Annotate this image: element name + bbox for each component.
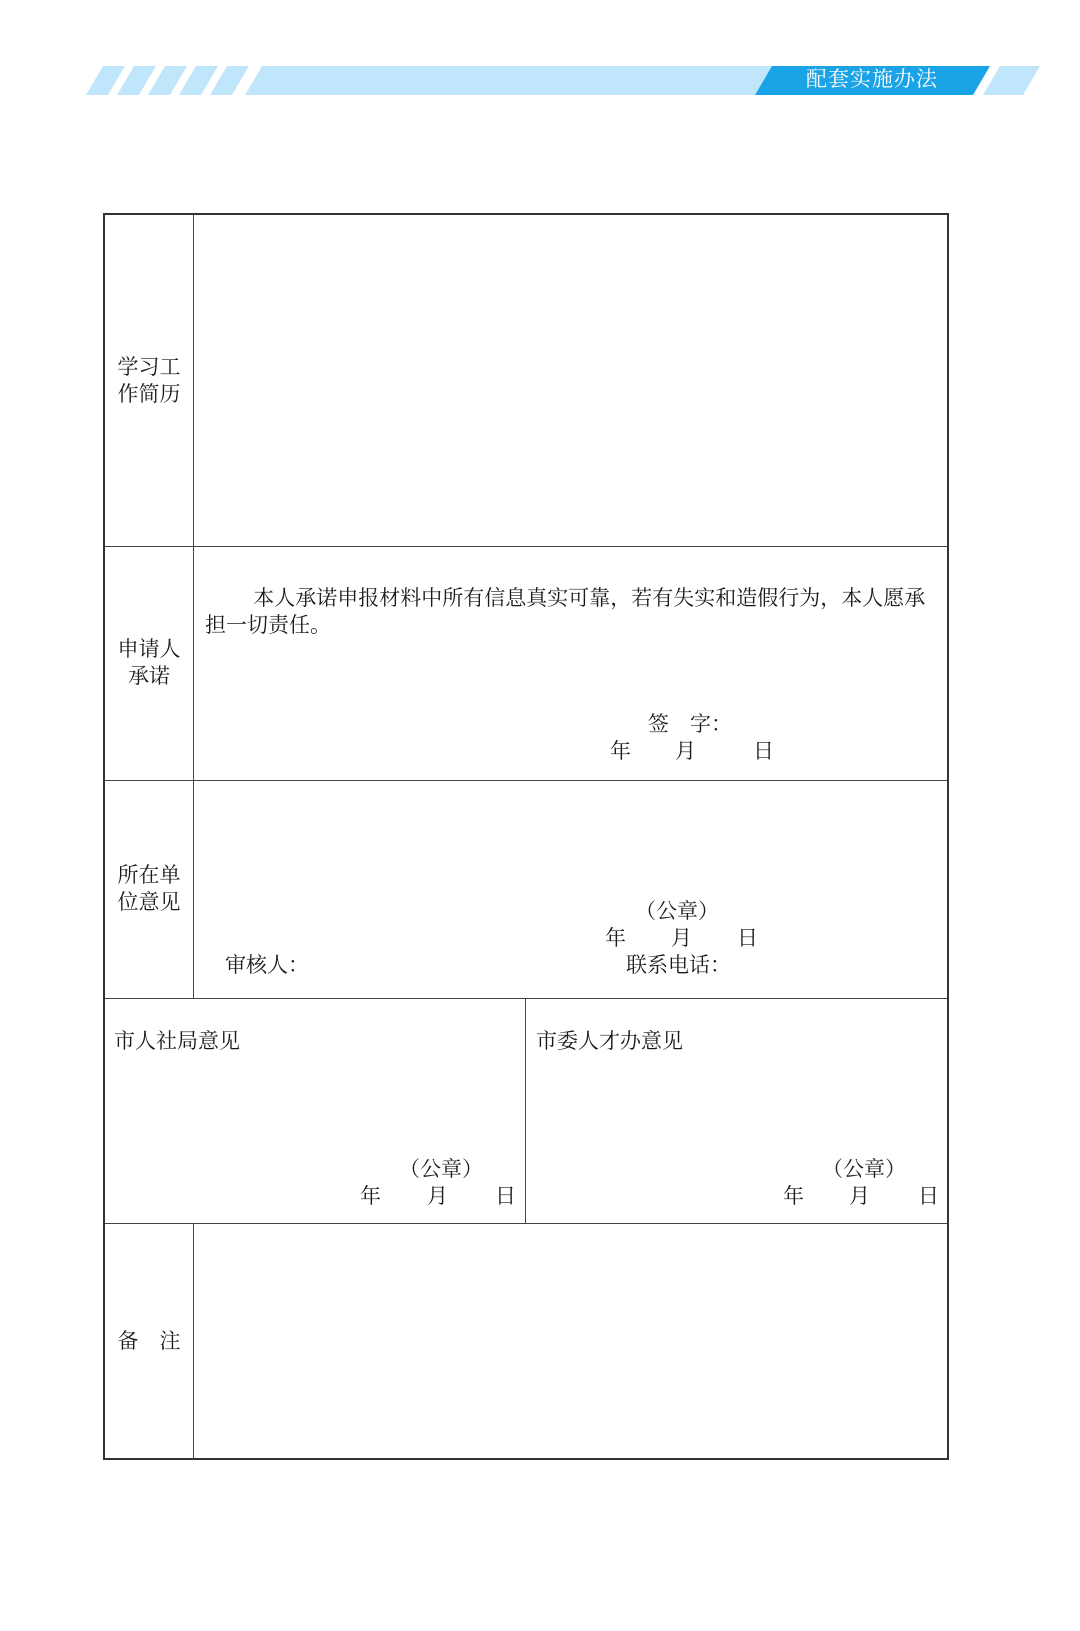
stripe-5 (210, 66, 249, 95)
hrss-date-month: 月 (427, 1184, 448, 1208)
unit-label-line1: 所在单 (117, 863, 181, 887)
promise-date-month: 月 (675, 739, 696, 763)
stripe-1 (86, 66, 125, 95)
stripe-3 (148, 66, 187, 95)
stripe-2 (117, 66, 156, 95)
header-banner (0, 0, 1080, 110)
label-column-divider-top (193, 215, 194, 998)
resume-label-line1: 学习工 (117, 354, 181, 379)
promise-statement: 本人承诺申报材料中所有信息真实可靠，若有失实和造假行为，本人愿承担一切责任。 (205, 586, 926, 637)
hrss-seal: （公章） (399, 1157, 483, 1181)
hrss-opinion-title: 市人社局意见 (114, 1029, 240, 1053)
remarks-input-area[interactable] (195, 1225, 948, 1460)
talent-office-date-year: 年 (783, 1184, 804, 1208)
promise-signature-label: 签 字： (648, 712, 732, 736)
unit-seal: （公章） (635, 899, 719, 923)
divider-unit-opinions (105, 998, 947, 999)
talent-office-date-day: 日 (918, 1184, 939, 1208)
unit-date-day: 日 (737, 926, 758, 950)
hrss-date-year: 年 (360, 1184, 381, 1208)
stripe-end (983, 66, 1040, 95)
talent-office-date-month: 月 (849, 1184, 870, 1208)
application-form-table (103, 213, 949, 1460)
resume-input-area[interactable] (195, 215, 948, 546)
remarks-label-text: 备 注 (117, 1329, 181, 1353)
talent-office-opinion-title: 市委人才办意见 (536, 1029, 683, 1053)
remarks-label (105, 1223, 193, 1460)
promise-label-line1: 申请人 (117, 637, 181, 661)
label-column-divider-bottom (193, 1223, 194, 1460)
unit-opinion-label (105, 780, 193, 998)
unit-date-year: 年 (605, 926, 626, 950)
unit-reviewer-label: 审核人： (225, 953, 309, 977)
opinions-column-divider (525, 998, 526, 1223)
unit-date-month: 月 (671, 926, 692, 950)
section-title: 配套实施办法 (806, 67, 938, 91)
divider-opinions-remarks (105, 1223, 947, 1224)
unit-label-line2: 位意见 (117, 890, 181, 914)
promise-label-line2: 承诺 (128, 664, 170, 688)
divider-promise-unit (105, 780, 947, 781)
talent-office-seal: （公章） (822, 1157, 906, 1181)
resume-label-line2: 作简历 (117, 381, 181, 406)
hrss-date-day: 日 (495, 1184, 516, 1208)
divider-resume-promise (105, 546, 947, 547)
unit-phone-label: 联系电话： (626, 953, 731, 977)
resume-label (105, 215, 193, 546)
promise-label (105, 546, 193, 780)
promise-date-day: 日 (753, 739, 774, 763)
promise-date-year: 年 (610, 739, 631, 763)
banner-band (245, 66, 772, 95)
stripe-4 (179, 66, 218, 95)
